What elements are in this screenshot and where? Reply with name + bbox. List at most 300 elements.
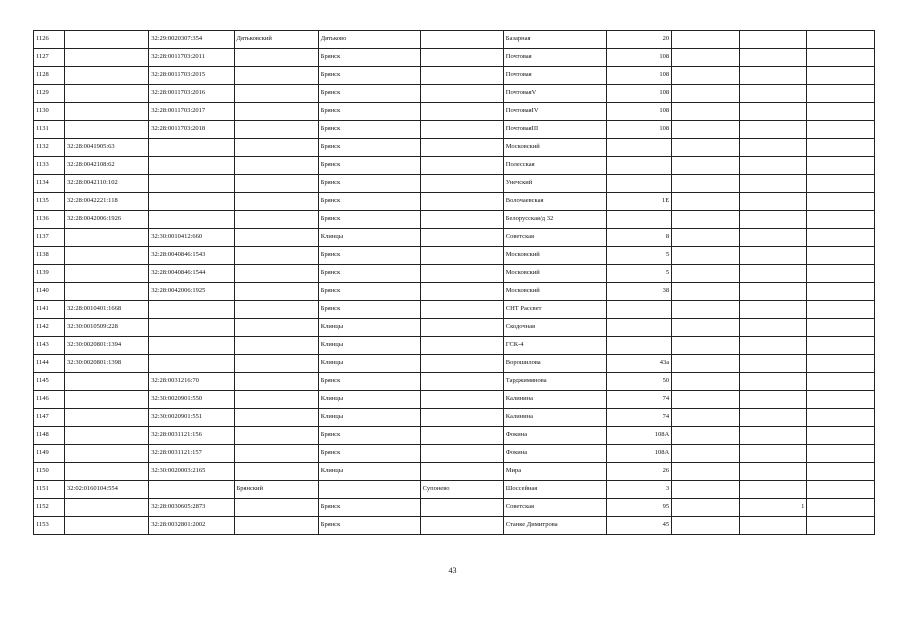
column-9-cell — [672, 67, 740, 85]
city-cell: Брянск — [318, 517, 420, 535]
column-11-cell — [807, 211, 875, 229]
street-cell: Скодочная — [503, 319, 606, 337]
building-cadastral-number-cell: 32:28:0032801:2002 — [149, 517, 234, 535]
column-9-cell — [672, 121, 740, 139]
table-row — [34, 31, 875, 49]
column-9-cell — [672, 211, 740, 229]
street-cell: Советская — [503, 499, 606, 517]
building-cadastral-number-cell — [149, 319, 234, 337]
house-number-cell: 108 — [606, 85, 671, 103]
column-10-cell — [739, 31, 807, 49]
table-row — [34, 355, 875, 373]
cadastral-number-cell — [65, 31, 149, 49]
cadastral-number-cell — [65, 229, 149, 247]
cadastral-number-cell: 32:30:0020801:1394 — [65, 337, 149, 355]
building-cadastral-number-cell: 32:30:0020003:2165 — [149, 463, 234, 481]
row-number-cell: 1136 — [34, 211, 65, 229]
table-row — [34, 391, 875, 409]
street-cell: СНТ Рассвет — [503, 301, 606, 319]
district-cell — [234, 463, 318, 481]
settlement-cell — [420, 103, 503, 121]
building-cadastral-number-cell: 32:28:0011703:2011 — [149, 49, 234, 67]
column-10-cell — [739, 481, 807, 499]
building-cadastral-number-cell: 32:28:0031216:70 — [149, 373, 234, 391]
row-number-cell: 1144 — [34, 355, 65, 373]
row-number-cell: 1134 — [34, 175, 65, 193]
row-number-cell: 1150 — [34, 463, 65, 481]
column-9-cell — [672, 463, 740, 481]
column-9-cell — [672, 445, 740, 463]
cadastral-number-cell — [65, 517, 149, 535]
cadastral-number-cell — [65, 85, 149, 103]
street-cell: ПочтоваяIV — [503, 103, 606, 121]
street-cell: Волочаевская — [503, 193, 606, 211]
building-cadastral-number-cell — [149, 355, 234, 373]
street-cell: Тарджимянова — [503, 373, 606, 391]
street-cell: Полесская — [503, 157, 606, 175]
table-row — [34, 283, 875, 301]
district-cell — [234, 193, 318, 211]
settlement-cell — [420, 319, 503, 337]
column-11-cell — [807, 481, 875, 499]
district-cell — [234, 355, 318, 373]
cadastral-number-cell — [65, 247, 149, 265]
cadastral-number-cell: 32:28:0041905:63 — [65, 139, 149, 157]
column-11-cell — [807, 355, 875, 373]
building-cadastral-number-cell: 32:30:0010412:660 — [149, 229, 234, 247]
cadastral-number-cell — [65, 445, 149, 463]
street-cell: ПочтоваяIII — [503, 121, 606, 139]
district-cell — [234, 445, 318, 463]
city-cell: Брянск — [318, 283, 420, 301]
column-11-cell — [807, 499, 875, 517]
column-10-cell — [739, 247, 807, 265]
cadastral-number-cell: 32:28:0042108:62 — [65, 157, 149, 175]
column-11-cell — [807, 373, 875, 391]
column-11-cell — [807, 175, 875, 193]
column-9-cell — [672, 229, 740, 247]
row-number-cell: 1141 — [34, 301, 65, 319]
cadastral-number-cell: 32:30:0010509:228 — [65, 319, 149, 337]
row-number-cell: 1148 — [34, 427, 65, 445]
district-cell — [234, 409, 318, 427]
column-10-cell — [739, 49, 807, 67]
table-row — [34, 517, 875, 535]
column-10-cell — [739, 319, 807, 337]
column-10-cell — [739, 265, 807, 283]
district-cell — [234, 373, 318, 391]
column-9-cell — [672, 157, 740, 175]
table-row — [34, 319, 875, 337]
table-row — [34, 247, 875, 265]
building-cadastral-number-cell — [149, 157, 234, 175]
cadastral-number-cell: 32:30:0020801:1398 — [65, 355, 149, 373]
building-cadastral-number-cell: 32:30:0020901:550 — [149, 391, 234, 409]
city-cell: Клинцы — [318, 229, 420, 247]
column-10-cell — [739, 193, 807, 211]
city-cell: Клинцы — [318, 463, 420, 481]
cadastral-number-cell — [65, 373, 149, 391]
city-cell: Брянск — [318, 427, 420, 445]
building-cadastral-number-cell — [149, 481, 234, 499]
registry-table — [33, 30, 875, 535]
street-cell: Базарная — [503, 31, 606, 49]
column-9-cell — [672, 427, 740, 445]
building-cadastral-number-cell: 32:28:0031121:156 — [149, 427, 234, 445]
column-10-cell — [739, 337, 807, 355]
building-cadastral-number-cell: 32:28:0011703:2015 — [149, 67, 234, 85]
building-cadastral-number-cell — [149, 175, 234, 193]
row-number-cell: 1133 — [34, 157, 65, 175]
column-10-cell — [739, 355, 807, 373]
column-9-cell — [672, 319, 740, 337]
settlement-cell — [420, 175, 503, 193]
cadastral-number-cell — [65, 49, 149, 67]
city-cell: Клинцы — [318, 319, 420, 337]
cadastral-number-cell: 32:28:0042006:1926 — [65, 211, 149, 229]
district-cell: Дятьковский — [234, 31, 318, 49]
settlement-cell — [420, 499, 503, 517]
cadastral-number-cell: 32:02:0160104:554 — [65, 481, 149, 499]
column-11-cell — [807, 391, 875, 409]
street-cell: Московский — [503, 265, 606, 283]
cadastral-number-cell — [65, 427, 149, 445]
row-number-cell: 1132 — [34, 139, 65, 157]
column-10-cell — [739, 283, 807, 301]
district-cell — [234, 211, 318, 229]
column-9-cell — [672, 49, 740, 67]
house-number-cell: 20 — [606, 31, 671, 49]
city-cell — [318, 481, 420, 499]
district-cell — [234, 517, 318, 535]
settlement-cell — [420, 265, 503, 283]
settlement-cell — [420, 139, 503, 157]
district-cell — [234, 427, 318, 445]
column-10-cell — [739, 391, 807, 409]
city-cell: Брянск — [318, 193, 420, 211]
house-number-cell: 5 — [606, 247, 671, 265]
row-number-cell: 1147 — [34, 409, 65, 427]
street-cell: Калинина — [503, 391, 606, 409]
cadastral-number-cell — [65, 409, 149, 427]
column-9-cell — [672, 301, 740, 319]
column-9-cell — [672, 175, 740, 193]
column-10-cell: 1 — [739, 499, 807, 517]
street-cell: Московский — [503, 247, 606, 265]
settlement-cell — [420, 463, 503, 481]
district-cell — [234, 247, 318, 265]
house-number-cell: 108А — [606, 445, 671, 463]
column-9-cell — [672, 481, 740, 499]
table-row — [34, 265, 875, 283]
street-cell: Мира — [503, 463, 606, 481]
city-cell: Брянск — [318, 67, 420, 85]
district-cell — [234, 229, 318, 247]
row-number-cell: 1146 — [34, 391, 65, 409]
district-cell — [234, 49, 318, 67]
building-cadastral-number-cell: 32:28:0040846:1543 — [149, 247, 234, 265]
row-number-cell: 1145 — [34, 373, 65, 391]
city-cell: Брянск — [318, 499, 420, 517]
district-cell — [234, 499, 318, 517]
table-row — [34, 175, 875, 193]
district-cell — [234, 175, 318, 193]
column-11-cell — [807, 319, 875, 337]
cadastral-number-cell — [65, 103, 149, 121]
settlement-cell — [420, 49, 503, 67]
district-cell — [234, 67, 318, 85]
column-11-cell — [807, 265, 875, 283]
building-cadastral-number-cell: 32:28:0042006:1925 — [149, 283, 234, 301]
column-11-cell — [807, 229, 875, 247]
column-9-cell — [672, 517, 740, 535]
column-10-cell — [739, 445, 807, 463]
city-cell: Клинцы — [318, 409, 420, 427]
table-row — [34, 211, 875, 229]
city-cell: Брянск — [318, 157, 420, 175]
column-9-cell — [672, 247, 740, 265]
house-number-cell: 108 — [606, 121, 671, 139]
column-9-cell — [672, 499, 740, 517]
street-cell: Советская — [503, 229, 606, 247]
street-cell: Унечский — [503, 175, 606, 193]
city-cell: Брянск — [318, 139, 420, 157]
city-cell: Брянск — [318, 445, 420, 463]
district-cell: Брянский — [234, 481, 318, 499]
cadastral-number-cell: 32:28:0042110:102 — [65, 175, 149, 193]
column-11-cell — [807, 121, 875, 139]
street-cell: Ворошилова — [503, 355, 606, 373]
house-number-cell: 108А — [606, 427, 671, 445]
building-cadastral-number-cell: 32:30:0020901:551 — [149, 409, 234, 427]
column-9-cell — [672, 31, 740, 49]
column-11-cell — [807, 427, 875, 445]
street-cell: Белорусская/д 32 — [503, 211, 606, 229]
city-cell: Брянск — [318, 121, 420, 139]
row-number-cell: 1128 — [34, 67, 65, 85]
row-number-cell: 1127 — [34, 49, 65, 67]
table-body — [34, 31, 875, 535]
house-number-cell: 74 — [606, 409, 671, 427]
settlement-cell: Супонево — [420, 481, 503, 499]
column-11-cell — [807, 337, 875, 355]
column-10-cell — [739, 301, 807, 319]
settlement-cell — [420, 211, 503, 229]
column-10-cell — [739, 373, 807, 391]
settlement-cell — [420, 67, 503, 85]
settlement-cell — [420, 85, 503, 103]
cadastral-number-cell — [65, 391, 149, 409]
settlement-cell — [420, 517, 503, 535]
district-cell — [234, 103, 318, 121]
cadastral-number-cell — [65, 265, 149, 283]
column-9-cell — [672, 391, 740, 409]
column-11-cell — [807, 409, 875, 427]
table-row — [34, 301, 875, 319]
table-row — [34, 103, 875, 121]
district-cell — [234, 283, 318, 301]
row-number-cell: 1151 — [34, 481, 65, 499]
column-10-cell — [739, 175, 807, 193]
column-9-cell — [672, 103, 740, 121]
column-10-cell — [739, 463, 807, 481]
building-cadastral-number-cell — [149, 301, 234, 319]
building-cadastral-number-cell: 32:28:0030605:2873 — [149, 499, 234, 517]
building-cadastral-number-cell: 32:29:0020307:354 — [149, 31, 234, 49]
column-11-cell — [807, 193, 875, 211]
table-row — [34, 463, 875, 481]
building-cadastral-number-cell: 32:28:0040846:1544 — [149, 265, 234, 283]
district-cell — [234, 301, 318, 319]
table-row — [34, 373, 875, 391]
house-number-cell: 108 — [606, 67, 671, 85]
row-number-cell: 1126 — [34, 31, 65, 49]
district-cell — [234, 157, 318, 175]
column-10-cell — [739, 229, 807, 247]
building-cadastral-number-cell: 32:28:0011703:2016 — [149, 85, 234, 103]
house-number-cell: 43а — [606, 355, 671, 373]
house-number-cell — [606, 337, 671, 355]
column-11-cell — [807, 85, 875, 103]
settlement-cell — [420, 391, 503, 409]
settlement-cell — [420, 229, 503, 247]
column-10-cell — [739, 517, 807, 535]
row-number-cell: 1142 — [34, 319, 65, 337]
district-cell — [234, 265, 318, 283]
table-row — [34, 499, 875, 517]
settlement-cell — [420, 283, 503, 301]
building-cadastral-number-cell — [149, 337, 234, 355]
street-cell: Шоссейная — [503, 481, 606, 499]
table-row — [34, 157, 875, 175]
house-number-cell: 26 — [606, 463, 671, 481]
city-cell: Брянск — [318, 265, 420, 283]
row-number-cell: 1152 — [34, 499, 65, 517]
house-number-cell — [606, 139, 671, 157]
district-cell — [234, 121, 318, 139]
row-number-cell: 1139 — [34, 265, 65, 283]
house-number-cell: 3 — [606, 481, 671, 499]
street-cell: ГСК-4 — [503, 337, 606, 355]
city-cell: Клинцы — [318, 355, 420, 373]
column-11-cell — [807, 157, 875, 175]
column-10-cell — [739, 67, 807, 85]
row-number-cell: 1137 — [34, 229, 65, 247]
cadastral-number-cell — [65, 121, 149, 139]
district-cell — [234, 391, 318, 409]
table-row — [34, 337, 875, 355]
column-10-cell — [739, 85, 807, 103]
house-number-cell: 50 — [606, 373, 671, 391]
column-9-cell — [672, 283, 740, 301]
city-cell: Клинцы — [318, 337, 420, 355]
column-11-cell — [807, 301, 875, 319]
house-number-cell — [606, 157, 671, 175]
table-row — [34, 229, 875, 247]
column-10-cell — [739, 427, 807, 445]
cadastral-number-cell — [65, 463, 149, 481]
city-cell: Брянск — [318, 301, 420, 319]
row-number-cell: 1135 — [34, 193, 65, 211]
street-cell: ПочтоваяV — [503, 85, 606, 103]
row-number-cell: 1143 — [34, 337, 65, 355]
street-cell: Калинина — [503, 409, 606, 427]
cadastral-number-cell: 32:28:0042221:118 — [65, 193, 149, 211]
column-9-cell — [672, 139, 740, 157]
column-11-cell — [807, 103, 875, 121]
column-10-cell — [739, 409, 807, 427]
column-9-cell — [672, 193, 740, 211]
settlement-cell — [420, 373, 503, 391]
house-number-cell — [606, 319, 671, 337]
cadastral-number-cell: 32:28:0010401:1668 — [65, 301, 149, 319]
table-row — [34, 409, 875, 427]
district-cell — [234, 139, 318, 157]
house-number-cell: 38 — [606, 283, 671, 301]
cadastral-number-cell — [65, 499, 149, 517]
city-cell: Брянск — [318, 373, 420, 391]
row-number-cell: 1130 — [34, 103, 65, 121]
column-9-cell — [672, 85, 740, 103]
building-cadastral-number-cell: 32:28:0031121:157 — [149, 445, 234, 463]
house-number-cell: 95 — [606, 499, 671, 517]
column-11-cell — [807, 445, 875, 463]
house-number-cell: 1Е — [606, 193, 671, 211]
row-number-cell: 1138 — [34, 247, 65, 265]
column-9-cell — [672, 373, 740, 391]
house-number-cell: 108 — [606, 103, 671, 121]
city-cell: Брянск — [318, 85, 420, 103]
table-row — [34, 139, 875, 157]
building-cadastral-number-cell: 32:28:0011703:2018 — [149, 121, 234, 139]
settlement-cell — [420, 247, 503, 265]
column-11-cell — [807, 517, 875, 535]
cadastral-number-cell — [65, 67, 149, 85]
house-number-cell — [606, 175, 671, 193]
column-9-cell — [672, 337, 740, 355]
house-number-cell — [606, 301, 671, 319]
house-number-cell: 74 — [606, 391, 671, 409]
city-cell: Дятьково — [318, 31, 420, 49]
settlement-cell — [420, 355, 503, 373]
table-row — [34, 193, 875, 211]
column-10-cell — [739, 103, 807, 121]
settlement-cell — [420, 121, 503, 139]
settlement-cell — [420, 301, 503, 319]
street-cell: Станке Димитрова — [503, 517, 606, 535]
row-number-cell: 1149 — [34, 445, 65, 463]
table-row — [34, 481, 875, 499]
street-cell: Московский — [503, 283, 606, 301]
district-cell — [234, 85, 318, 103]
street-cell: Фокина — [503, 445, 606, 463]
table-row — [34, 49, 875, 67]
district-cell — [234, 319, 318, 337]
house-number-cell: 108 — [606, 49, 671, 67]
city-cell: Брянск — [318, 49, 420, 67]
column-11-cell — [807, 67, 875, 85]
settlement-cell — [420, 31, 503, 49]
building-cadastral-number-cell — [149, 211, 234, 229]
column-10-cell — [739, 139, 807, 157]
settlement-cell — [420, 427, 503, 445]
table-row — [34, 67, 875, 85]
row-number-cell: 1131 — [34, 121, 65, 139]
column-9-cell — [672, 265, 740, 283]
column-11-cell — [807, 247, 875, 265]
city-cell: Брянск — [318, 247, 420, 265]
settlement-cell — [420, 337, 503, 355]
